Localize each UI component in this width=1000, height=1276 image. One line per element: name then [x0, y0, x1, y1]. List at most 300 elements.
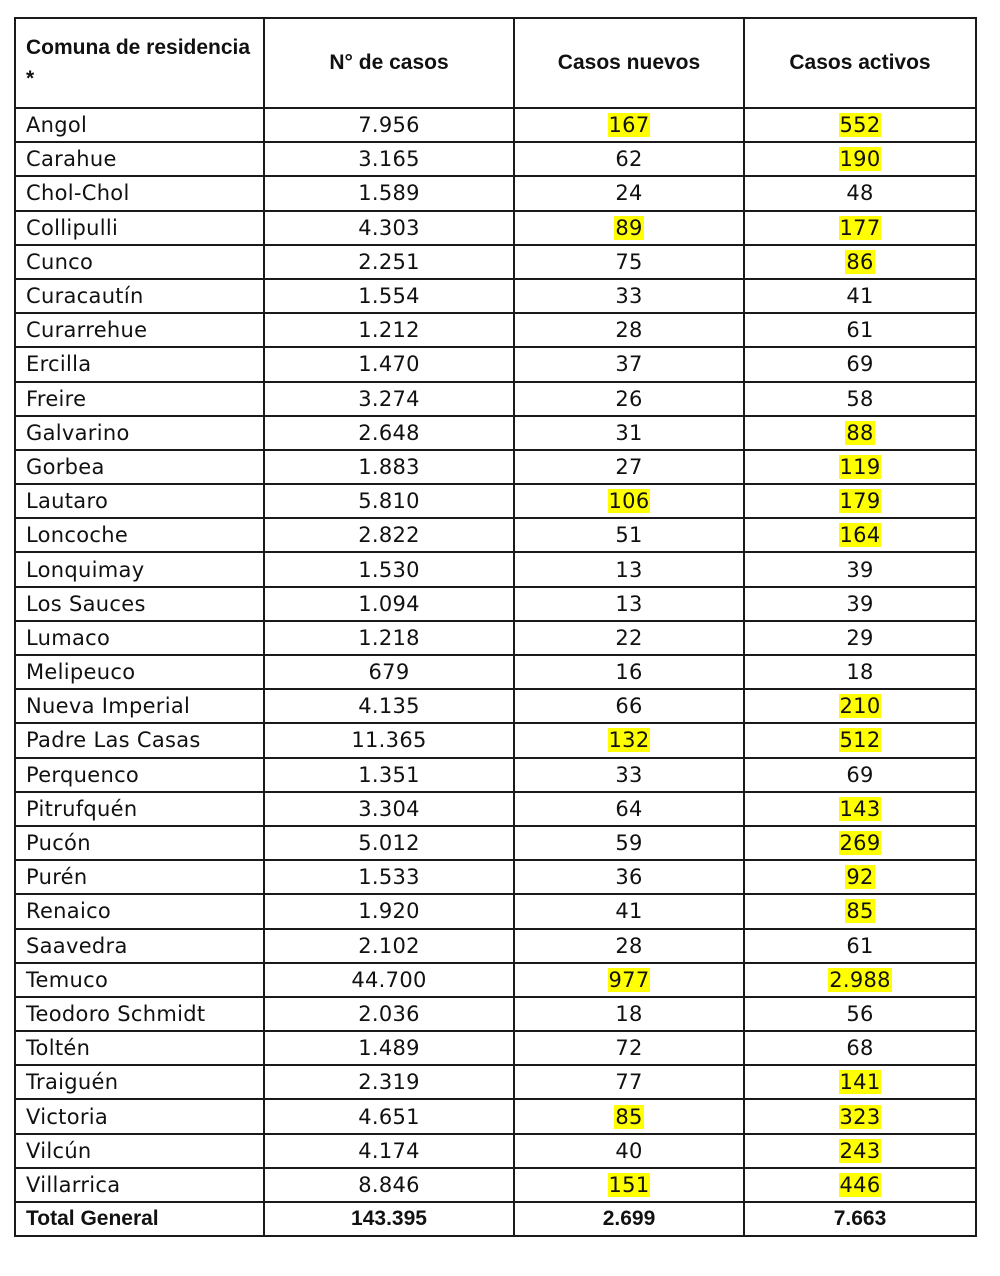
- cell-activos: [744, 211, 976, 245]
- table-row: [15, 347, 976, 381]
- cell-nuevos-value: 31: [615, 420, 643, 445]
- cell-comuna: [15, 313, 264, 347]
- cell-comuna-value: Perquenco: [26, 762, 140, 787]
- cell-casos: [264, 963, 514, 997]
- table-row: [15, 826, 976, 860]
- cell-casos-value: 1.094: [358, 591, 420, 616]
- cell-comuna: [15, 142, 264, 176]
- table-body: [15, 108, 976, 1202]
- cell-comuna-value: Collipulli: [26, 215, 119, 240]
- cell-comuna-value: Galvarino: [26, 420, 130, 445]
- cell-comuna: [15, 1099, 264, 1133]
- cell-casos-value: 1.351: [358, 762, 420, 787]
- cell-nuevos: [514, 792, 744, 826]
- cell-activos-value: 323: [839, 1104, 881, 1129]
- cell-nuevos: [514, 450, 744, 484]
- cell-activos-value: 243: [839, 1138, 881, 1163]
- cell-nuevos: [514, 826, 744, 860]
- cell-comuna: [15, 655, 264, 689]
- cell-activos-value: 61: [846, 318, 874, 343]
- cell-casos: [264, 142, 514, 176]
- cell-activos: [744, 1031, 976, 1065]
- cell-casos-value: 7.956: [358, 113, 420, 138]
- cell-activos: [744, 723, 976, 757]
- cell-nuevos-value: 51: [615, 523, 643, 548]
- cell-activos-value: 190: [839, 147, 881, 172]
- table-row: [15, 1134, 976, 1168]
- cell-nuevos: [514, 1168, 744, 1202]
- cell-nuevos: [514, 108, 744, 142]
- cell-nuevos: [514, 758, 744, 792]
- cell-nuevos: [514, 587, 744, 621]
- cell-nuevos-value: 59: [615, 831, 643, 856]
- cell-activos-value: 177: [839, 215, 881, 240]
- header-row: [15, 18, 976, 108]
- cell-casos: [264, 723, 514, 757]
- cell-casos: [264, 655, 514, 689]
- table-row: [15, 245, 976, 279]
- cell-comuna-value: Lonquimay: [26, 557, 145, 582]
- table-row: [15, 313, 976, 347]
- cell-activos: [744, 792, 976, 826]
- cell-nuevos: [514, 518, 744, 552]
- table-row: [15, 108, 976, 142]
- cell-activos-value: 29: [846, 625, 874, 650]
- cell-activos: [744, 997, 976, 1031]
- cell-casos: [264, 1031, 514, 1065]
- cell-activos-value: 69: [846, 762, 874, 787]
- cell-activos-value: 2.988: [829, 967, 891, 992]
- cell-activos-value: 269: [839, 831, 881, 856]
- cell-casos: [264, 1168, 514, 1202]
- cell-nuevos: [514, 552, 744, 586]
- cell-comuna-value: Carahue: [26, 147, 117, 172]
- cell-casos: [264, 894, 514, 928]
- cell-comuna-value: Lautaro: [26, 489, 109, 514]
- cell-activos: [744, 1099, 976, 1133]
- table-row: [15, 1168, 976, 1202]
- cell-activos: [744, 689, 976, 723]
- cell-nuevos-value: 151: [608, 1172, 650, 1197]
- cell-nuevos: [514, 723, 744, 757]
- cell-nuevos-value: 41: [615, 899, 643, 924]
- cell-nuevos: [514, 929, 744, 963]
- cell-nuevos: [514, 245, 744, 279]
- table-row: [15, 792, 976, 826]
- cell-activos-value: 41: [846, 284, 874, 309]
- cell-comuna: [15, 1031, 264, 1065]
- cell-casos-value: 1.554: [358, 284, 420, 309]
- cell-comuna: [15, 1134, 264, 1168]
- cell-comuna-value: Curacautín: [26, 284, 144, 309]
- cell-comuna-value: Freire: [26, 386, 87, 411]
- cell-activos: [744, 450, 976, 484]
- cell-nuevos-value: 33: [615, 762, 643, 787]
- cell-nuevos-value: 37: [615, 352, 643, 377]
- cell-comuna-value: Saavedra: [26, 933, 128, 958]
- cell-casos-value: 44.700: [351, 967, 427, 992]
- cell-activos-value: 141: [839, 1070, 881, 1095]
- cell-comuna-value: Melipeuco: [26, 660, 136, 685]
- cell-nuevos: [514, 1134, 744, 1168]
- table-row: [15, 484, 976, 518]
- cell-activos: [744, 963, 976, 997]
- cell-casos-value: 2.822: [358, 523, 420, 548]
- cell-nuevos: [514, 279, 744, 313]
- cell-casos-value: 4.651: [358, 1104, 420, 1129]
- cell-activos: [744, 621, 976, 655]
- cell-comuna: [15, 963, 264, 997]
- cell-comuna-value: Pitrufquén: [26, 796, 138, 821]
- cell-nuevos: [514, 1065, 744, 1099]
- cell-nuevos-value: 89: [615, 215, 643, 240]
- cell-casos-value: 1.589: [358, 181, 420, 206]
- cell-activos-value: 61: [846, 933, 874, 958]
- cell-activos: [744, 1134, 976, 1168]
- cell-casos-value: 1.883: [358, 454, 420, 479]
- cell-nuevos-value: 26: [615, 386, 643, 411]
- cell-casos: [264, 689, 514, 723]
- cell-casos-value: 3.165: [358, 147, 420, 172]
- cell-comuna: [15, 758, 264, 792]
- table-footer: [15, 1202, 976, 1236]
- table-row: [15, 211, 976, 245]
- table-row: [15, 587, 976, 621]
- cell-casos-value: 11.365: [351, 728, 427, 753]
- cell-casos: [264, 621, 514, 655]
- cell-nuevos: [514, 211, 744, 245]
- table-header: [15, 18, 976, 108]
- cell-nuevos-value: 75: [615, 249, 643, 274]
- total-casos: 143.395: [264, 1202, 514, 1236]
- cell-casos: [264, 450, 514, 484]
- table-row: [15, 860, 976, 894]
- cell-casos-value: 2.648: [358, 420, 420, 445]
- cell-comuna-value: Purén: [26, 865, 88, 890]
- table-row: [15, 176, 976, 210]
- cell-comuna-value: Vilcún: [26, 1138, 92, 1163]
- cell-activos: [744, 279, 976, 313]
- cell-casos: [264, 587, 514, 621]
- cell-casos: [264, 313, 514, 347]
- cell-comuna: [15, 792, 264, 826]
- cell-comuna-value: Los Sauces: [26, 591, 146, 616]
- table-row: [15, 723, 976, 757]
- cell-activos-value: 210: [839, 694, 881, 719]
- cell-nuevos: [514, 894, 744, 928]
- cell-casos: [264, 279, 514, 313]
- cell-nuevos-value: 16: [615, 660, 643, 685]
- cell-activos-value: 18: [846, 660, 874, 685]
- cell-activos-value: 85: [846, 899, 874, 924]
- cell-comuna-value: Renaico: [26, 899, 112, 924]
- cell-comuna-value: Traiguén: [26, 1070, 119, 1095]
- cell-comuna: [15, 347, 264, 381]
- cell-activos-value: 446: [839, 1172, 881, 1197]
- cell-nuevos-value: 24: [615, 181, 643, 206]
- total-nuevos: 2.699: [514, 1202, 744, 1236]
- cell-activos-value: 88: [846, 420, 874, 445]
- cell-nuevos: [514, 689, 744, 723]
- cell-comuna-value: Curarrehue: [26, 318, 148, 343]
- cell-nuevos: [514, 416, 744, 450]
- cell-casos-value: 1.489: [358, 1036, 420, 1061]
- cell-activos-value: 69: [846, 352, 874, 377]
- cell-casos: [264, 929, 514, 963]
- cell-nuevos: [514, 655, 744, 689]
- cell-comuna: [15, 211, 264, 245]
- cell-nuevos-value: 28: [615, 318, 643, 343]
- cell-comuna-value: Teodoro Schmidt: [26, 1001, 206, 1026]
- cell-activos-value: 552: [839, 113, 881, 138]
- cell-comuna: [15, 997, 264, 1031]
- cell-comuna-value: Chol-Chol: [26, 181, 130, 206]
- cell-nuevos-value: 33: [615, 284, 643, 309]
- cell-casos-value: 2.036: [358, 1001, 420, 1026]
- cell-activos: [744, 758, 976, 792]
- table-row: [15, 1099, 976, 1133]
- total-label: Total General: [15, 1202, 264, 1236]
- cell-activos: [744, 929, 976, 963]
- cell-activos-value: 68: [846, 1036, 874, 1061]
- cell-activos: [744, 382, 976, 416]
- table-row: [15, 552, 976, 586]
- header-casos: N° de casos: [264, 18, 514, 108]
- cell-casos: [264, 997, 514, 1031]
- cell-casos: [264, 382, 514, 416]
- cell-nuevos-value: 85: [615, 1104, 643, 1129]
- cell-comuna-value: Cunco: [26, 249, 94, 274]
- cell-casos-value: 1.470: [358, 352, 420, 377]
- cell-activos-value: 143: [839, 796, 881, 821]
- cell-activos-value: 39: [846, 591, 874, 616]
- cell-activos: [744, 484, 976, 518]
- cell-comuna-value: Pucón: [26, 831, 91, 856]
- table-row: [15, 1065, 976, 1099]
- table-row: [15, 929, 976, 963]
- cell-casos-value: 1.533: [358, 865, 420, 890]
- cell-activos: [744, 1065, 976, 1099]
- cell-casos-value: 2.251: [358, 249, 420, 274]
- cell-casos: [264, 416, 514, 450]
- cell-comuna: [15, 245, 264, 279]
- cell-comuna: [15, 1065, 264, 1099]
- cell-comuna-value: Gorbea: [26, 454, 105, 479]
- cell-comuna: [15, 176, 264, 210]
- cell-activos: [744, 894, 976, 928]
- cell-casos: [264, 826, 514, 860]
- cell-nuevos: [514, 963, 744, 997]
- cell-activos: [744, 518, 976, 552]
- cell-comuna: [15, 894, 264, 928]
- table-row: [15, 450, 976, 484]
- cell-nuevos: [514, 1099, 744, 1133]
- cell-casos-value: 3.274: [358, 386, 420, 411]
- cell-comuna-value: Lumaco: [26, 625, 111, 650]
- table-row: [15, 655, 976, 689]
- cell-casos: [264, 484, 514, 518]
- cell-activos-value: 179: [839, 489, 881, 514]
- cell-activos-value: 164: [839, 523, 881, 548]
- cell-nuevos: [514, 313, 744, 347]
- cell-casos-value: 3.304: [358, 796, 420, 821]
- cell-comuna-value: Victoria: [26, 1104, 109, 1129]
- cell-casos: [264, 518, 514, 552]
- cell-comuna-value: Ercilla: [26, 352, 92, 377]
- header-activos: Casos activos: [744, 18, 976, 108]
- cell-nuevos: [514, 142, 744, 176]
- cell-nuevos-value: 28: [615, 933, 643, 958]
- cell-casos: [264, 176, 514, 210]
- cell-comuna: [15, 860, 264, 894]
- cell-casos-value: 5.810: [358, 489, 420, 514]
- cell-nuevos: [514, 997, 744, 1031]
- cell-comuna: [15, 108, 264, 142]
- cell-comuna: [15, 587, 264, 621]
- cell-casos: [264, 860, 514, 894]
- cell-casos-value: 4.303: [358, 215, 420, 240]
- cell-comuna-value: Loncoche: [26, 523, 129, 548]
- cell-casos-value: 5.012: [358, 831, 420, 856]
- table-row: [15, 963, 976, 997]
- cell-activos: [744, 176, 976, 210]
- cell-casos: [264, 1099, 514, 1133]
- header-nuevos: Casos nuevos: [514, 18, 744, 108]
- cell-activos: [744, 860, 976, 894]
- cell-activos: [744, 313, 976, 347]
- cell-casos-value: 2.319: [358, 1070, 420, 1095]
- cell-nuevos: [514, 1031, 744, 1065]
- casos-table: [14, 17, 977, 1237]
- cell-comuna: [15, 518, 264, 552]
- cell-nuevos: [514, 347, 744, 381]
- cell-nuevos-value: 72: [615, 1036, 643, 1061]
- cell-casos-value: 1.218: [358, 625, 420, 650]
- cell-activos: [744, 416, 976, 450]
- cell-activos-value: 56: [846, 1001, 874, 1026]
- cell-casos-value: 1.212: [358, 318, 420, 343]
- cell-activos: [744, 108, 976, 142]
- table-row: [15, 142, 976, 176]
- cell-casos-value: 4.174: [358, 1138, 420, 1163]
- cell-comuna-value: Temuco: [26, 967, 109, 992]
- cell-casos: [264, 211, 514, 245]
- cell-comuna-value: Toltén: [26, 1036, 91, 1061]
- cell-comuna: [15, 450, 264, 484]
- cell-comuna-value: Padre Las Casas: [26, 728, 201, 753]
- cell-casos: [264, 347, 514, 381]
- cell-comuna: [15, 552, 264, 586]
- cell-nuevos-value: 977: [608, 967, 650, 992]
- cell-nuevos-value: 167: [608, 113, 650, 138]
- cell-comuna: [15, 382, 264, 416]
- cell-activos-value: 39: [846, 557, 874, 582]
- cell-nuevos: [514, 860, 744, 894]
- cell-comuna: [15, 279, 264, 313]
- cell-nuevos: [514, 382, 744, 416]
- cell-activos-value: 48: [846, 181, 874, 206]
- cell-comuna: [15, 484, 264, 518]
- cell-activos: [744, 245, 976, 279]
- cell-casos-value: 8.846: [358, 1172, 420, 1197]
- cell-comuna-value: Nueva Imperial: [26, 694, 191, 719]
- cell-activos: [744, 552, 976, 586]
- table-row: [15, 997, 976, 1031]
- cell-casos: [264, 792, 514, 826]
- cell-activos: [744, 655, 976, 689]
- cell-comuna-value: Villarrica: [26, 1172, 121, 1197]
- cell-nuevos-value: 27: [615, 454, 643, 479]
- cell-nuevos-value: 13: [615, 557, 643, 582]
- cell-nuevos-value: 132: [608, 728, 650, 753]
- cell-comuna-value: Angol: [26, 113, 88, 138]
- cell-nuevos-value: 106: [608, 489, 650, 514]
- cell-casos: [264, 758, 514, 792]
- cell-activos: [744, 142, 976, 176]
- table-row: [15, 758, 976, 792]
- cell-activos-value: 92: [846, 865, 874, 890]
- cell-activos-value: 512: [839, 728, 881, 753]
- cell-nuevos-value: 40: [615, 1138, 643, 1163]
- cell-casos: [264, 1134, 514, 1168]
- cell-nuevos-value: 22: [615, 625, 643, 650]
- cell-casos: [264, 245, 514, 279]
- header-comuna: Comuna de residencia *: [15, 18, 264, 108]
- cell-comuna: [15, 621, 264, 655]
- cell-activos: [744, 587, 976, 621]
- table-row: [15, 279, 976, 313]
- table-row: [15, 416, 976, 450]
- cell-activos-value: 119: [839, 454, 881, 479]
- cell-comuna: [15, 826, 264, 860]
- cell-casos-value: 679: [368, 660, 410, 685]
- cell-activos-value: 86: [846, 249, 874, 274]
- table-row: [15, 382, 976, 416]
- cell-activos: [744, 826, 976, 860]
- table-row: [15, 518, 976, 552]
- cell-nuevos: [514, 176, 744, 210]
- cell-casos: [264, 1065, 514, 1099]
- cell-comuna: [15, 723, 264, 757]
- table-row: [15, 689, 976, 723]
- cell-nuevos: [514, 484, 744, 518]
- cell-casos-value: 1.530: [358, 557, 420, 582]
- cell-nuevos-value: 18: [615, 1001, 643, 1026]
- cell-activos-value: 58: [846, 386, 874, 411]
- cell-nuevos-value: 62: [615, 147, 643, 172]
- cell-nuevos-value: 77: [615, 1070, 643, 1095]
- cell-casos: [264, 552, 514, 586]
- cell-activos: [744, 1168, 976, 1202]
- cell-comuna: [15, 416, 264, 450]
- cell-casos-value: 1.920: [358, 899, 420, 924]
- cell-comuna: [15, 689, 264, 723]
- cell-nuevos-value: 66: [615, 694, 643, 719]
- cell-nuevos-value: 64: [615, 796, 643, 821]
- cell-nuevos-value: 36: [615, 865, 643, 890]
- total-activos: 7.663: [744, 1202, 976, 1236]
- table-row: [15, 894, 976, 928]
- total-row: [15, 1202, 976, 1236]
- cell-activos: [744, 347, 976, 381]
- cell-nuevos: [514, 621, 744, 655]
- cell-casos-value: 4.135: [358, 694, 420, 719]
- cell-nuevos-value: 13: [615, 591, 643, 616]
- cell-casos: [264, 108, 514, 142]
- table-row: [15, 621, 976, 655]
- table-row: [15, 1031, 976, 1065]
- cell-comuna: [15, 1168, 264, 1202]
